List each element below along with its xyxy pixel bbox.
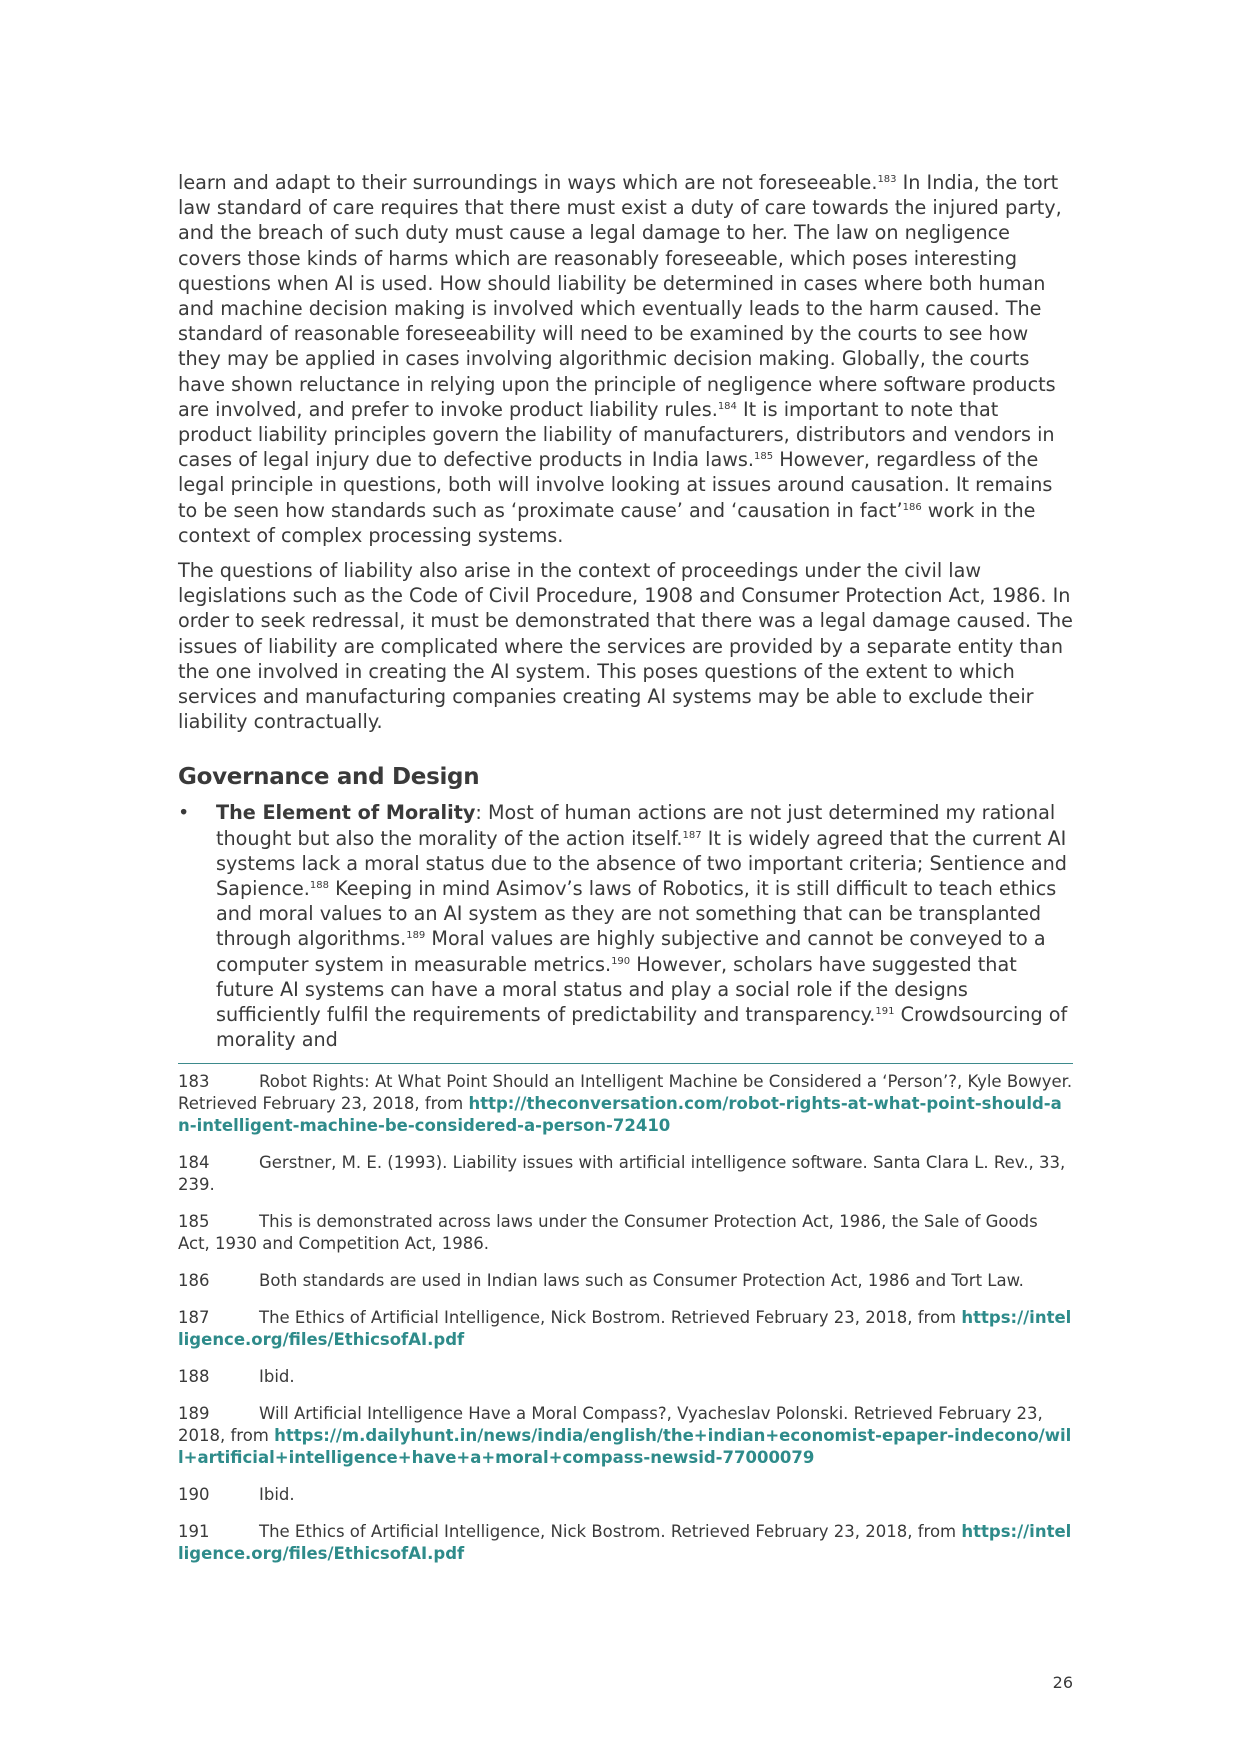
paragraph-civil-law: The questions of liability also arise in the context of proceedings under the civil law legislations such as the Code of Civil Procedure, 1908 and Consumer Protection Act, 1986. In order to seek redressal, it must be demonstrated that there was a legal damage caused. The issues of liability are complicated where the services are provided by a separate entity than the one involved in creating the AI system. This poses questions of the extent to which services and manufacturing companies creating AI systems may be able to exclude their liability contractually. — [178, 559, 1073, 734]
bullet-marker: • — [178, 801, 190, 825]
bullet-title: The Element of Morality — [216, 801, 476, 825]
footnote-text: Ibid. — [259, 1367, 295, 1386]
paragraph-text: learn and adapt to their surroundings in ways which are not foreseeable. — [178, 171, 878, 194]
footnote-ref-191[interactable]: 191 — [875, 1006, 895, 1018]
footnote-ref-186[interactable]: 186 — [902, 501, 922, 513]
footnote-ref-190[interactable]: 190 — [611, 955, 631, 967]
footnote-text: Robot Rights: At What Point Should an Intelligent Machine be Considered a ‘Person’?, Kyle Bowyer. Retrieved February 23, 2018, from — [178, 1072, 1073, 1113]
bullet-item-morality — [178, 800, 1073, 1052]
footnote-number: 184 — [178, 1153, 210, 1172]
footnote-ref-184[interactable]: 184 — [717, 400, 737, 412]
footnote-text: The Ethics of Artificial Intelligence, Nick Bostrom. Retrieved February 23, 2018, from — [259, 1308, 962, 1327]
footnote-ref-189[interactable]: 189 — [406, 930, 426, 942]
footnote-link[interactable]: https://m.dailyhunt.in/news/india/english/the+indian+economist-epaper-indecono/will+artificial+intelligence+have+a+moral+compass-newsid-77000079 — [178, 1426, 1072, 1467]
bullet-text: Crowdsourcing of morality and — [216, 1003, 1068, 1052]
bullet-text: : Most of human actions are not just determined my rational thought but also the morality of the action itself. — [216, 801, 1056, 850]
footnote-text: Ibid. — [259, 1485, 295, 1504]
page-number: 26 — [1052, 1673, 1073, 1692]
footnote-link[interactable]: https://intelligence.org/files/EthicsofAI.pdf — [178, 1308, 1072, 1349]
footnote-number: 187 — [178, 1308, 210, 1327]
paragraph-text: In India, the tort law standard of care requires that there must exist a duty of care towards the injured party, and the breach of such duty must cause a legal damage to her. The law on negligence covers those kinds of harms which are reasonably foreseeable, which poses interesting questions when AI is used. How should liability be determined in cases where both human and machine decision making is involved which eventually leads to the harm caused. The standard of reasonable foreseeability will need to be examined by the courts to see how they may be applied in cases involving algorithmic decision making. Globally, the courts have shown reluctance in relying upon the principle of negligence where software products are involved, and prefer to invoke product liability rules. — [178, 171, 1062, 421]
footnote-191 — [178, 1521, 1073, 1565]
footnote-184 — [178, 1152, 1073, 1196]
bullet-text: It is widely agreed that the current AI systems lack a moral status due to the absence of two important criteria; Sentience and Sapience. — [216, 826, 1067, 901]
footnote-link[interactable]: http://theconversation.com/robot-rights-at-what-point-should-an-intelligent-machine-be-considered-a-person-72410 — [178, 1094, 1062, 1135]
footnote-186 — [178, 1270, 1073, 1292]
section-heading-governance: Governance and Design — [178, 764, 480, 791]
paragraph-text: It is important to note that product liability principles govern the liability of manufacturers, distributors and vendors in cases of legal injury due to defective products in India laws. — [178, 397, 1055, 472]
bullet-text: Keeping in mind Asimov’s laws of Robotics, it is still difficult to teach ethics and moral values to an AI system as they are not something that can be transplanted through algorithms. — [216, 877, 1057, 951]
paragraph-text: work in the context of complex processing systems. — [178, 498, 1036, 547]
paragraph-liability-negligence — [178, 170, 1073, 548]
footnote-number: 189 — [178, 1404, 210, 1423]
footnote-text: This is demonstrated across laws under the Consumer Protection Act, 1986, the Sale of Goods Act, 1930 and Competition Act, 1986. — [178, 1212, 1038, 1253]
footnote-188 — [178, 1366, 1073, 1388]
main-content — [178, 170, 1073, 1053]
footnote-ref-183[interactable]: 183 — [877, 174, 897, 185]
footnote-text: Gerstner, M. E. (1993). Liability issues with artificial intelligence software. Santa Clara L. Rev., 33, 239. — [178, 1153, 1066, 1194]
bullet-text: However, scholars have suggested that future AI systems can have a moral status and play a social role if the designs sufficiently fulfil the requirements of predictability and transparency. — [216, 952, 1017, 1027]
footnote-text: Both standards are used in Indian laws such as Consumer Protection Act, 1986 and Tort Law. — [259, 1271, 1024, 1290]
footnote-text: Will Artificial Intelligence Have a Moral Compass?, Vyacheslav Polonski. Retrieved February 23, 2018, from — [178, 1404, 1043, 1445]
footnote-183 — [178, 1071, 1073, 1137]
footnote-link[interactable]: https://intelligence.org/files/EthicsofAI.pdf — [178, 1522, 1072, 1563]
footnote-number: 190 — [178, 1485, 210, 1504]
footnote-text: The Ethics of Artificial Intelligence, Nick Bostrom. Retrieved February 23, 2018, from — [259, 1522, 962, 1541]
footnotes — [178, 1071, 1073, 1580]
footnote-number: 186 — [178, 1271, 210, 1290]
bullet-text: Moral values are highly subjective and cannot be conveyed to a computer system in measurable metrics. — [216, 927, 1046, 976]
footnote-185 — [178, 1211, 1073, 1255]
footnote-ref-188[interactable]: 188 — [309, 880, 329, 892]
footnote-ref-187[interactable]: 187 — [682, 829, 702, 841]
footnote-187 — [178, 1307, 1073, 1351]
footnote-divider — [178, 1063, 1073, 1064]
footnote-190 — [178, 1484, 1073, 1506]
paragraph-text: However, regardless of the legal principle in questions, both will involve looking at issues around causation. It remains to be seen how standards such as ‘proximate cause’ and ‘causation in fact’ — [178, 448, 1053, 522]
footnote-number: 185 — [178, 1212, 210, 1231]
footnote-ref-185[interactable]: 185 — [754, 451, 774, 463]
footnote-number: 188 — [178, 1367, 210, 1386]
footnote-189 — [178, 1403, 1073, 1469]
footnote-number: 183 — [178, 1072, 210, 1091]
footnote-number: 191 — [178, 1522, 210, 1541]
